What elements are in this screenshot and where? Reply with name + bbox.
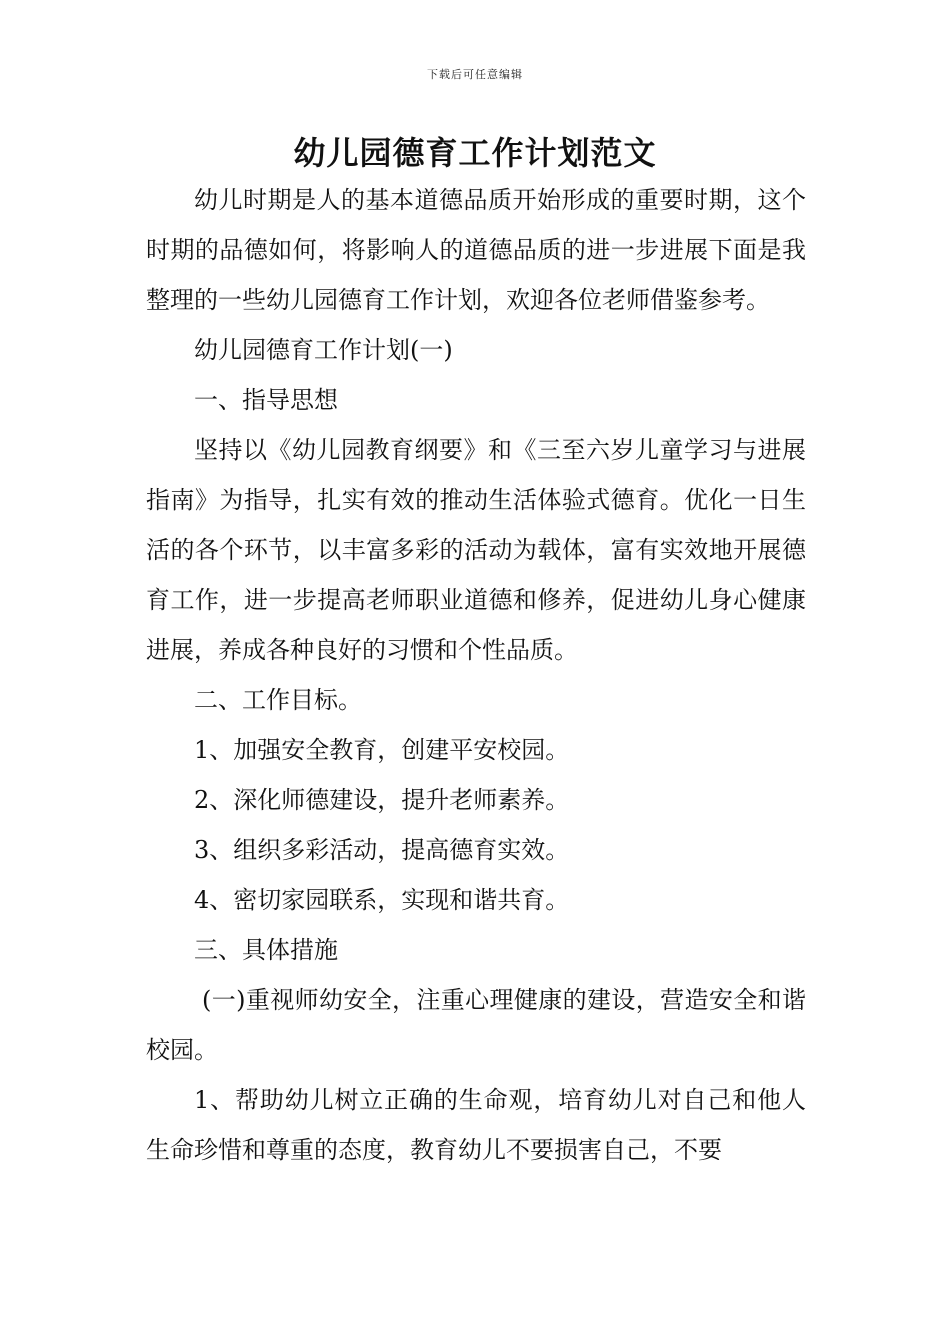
section-heading-work-goals: 二、工作目标。: [194, 686, 362, 714]
section-heading-measures: 三、具体措施: [194, 936, 338, 964]
goal-item-3: 3、组织多彩活动，提高德育实效。: [194, 836, 570, 864]
guiding-idea-paragraph: 坚持以《幼儿园教育纲要》和《三至六岁儿童学习与进展指南》为指导，扎实有效的推动生活体验式德育。优化一日生活的各个环节，以丰富多彩的活动为载体，富有实效地开展德育工作，进一步提高老师职业道德和修养，促进幼儿身心健康进展，养成各种良好的习惯和个性品质。: [146, 436, 806, 664]
document-title: 幼儿园德育工作计划范文: [293, 134, 657, 172]
intro-paragraph: 幼儿时期是人的基本道德品质开始形成的重要时期，这个时期的品德如何，将影响人的道德品质的进一步进展下面是我整理的一些幼儿园德育工作计划，欢迎各位老师借鉴参考。: [146, 186, 806, 314]
document-body: [146, 175, 806, 1175]
measure-paragraph-1: 1、帮助幼儿树立正确的生命观，培育幼儿对自己和他人生命珍惜和尊重的态度，教育幼儿不要损害自己，不要: [146, 1086, 806, 1164]
section-heading-guiding-idea: 一、指导思想: [194, 386, 338, 414]
header-note: 下载后可任意编辑: [427, 68, 523, 81]
goal-item-4: 4、密切家园联系，实现和谐共育。: [194, 886, 570, 914]
plan-heading: 幼儿园德育工作计划(一): [194, 336, 453, 364]
goal-item-2: 2、深化师德建设，提升老师素养。: [194, 786, 570, 814]
goal-item-1: 1、加强安全教育，创建平安校园。: [194, 736, 570, 764]
measure-subheading-1: (一)重视师幼安全，注重心理健康的建设，营造安全和谐校园。: [146, 986, 806, 1064]
